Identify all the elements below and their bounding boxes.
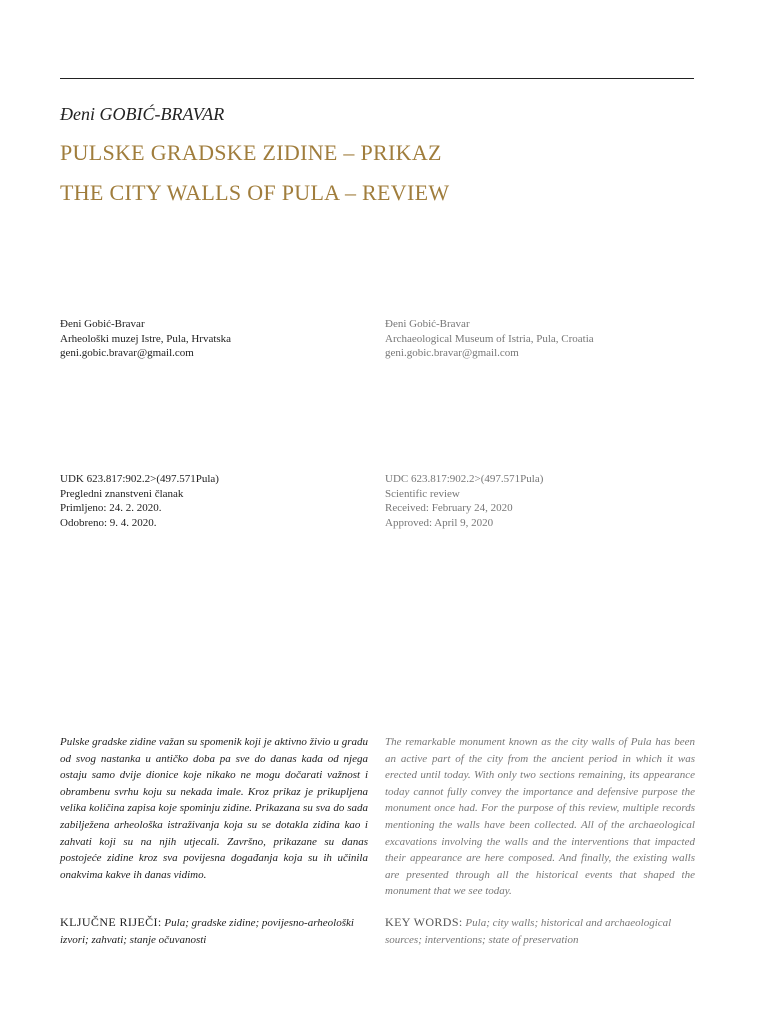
affiliation-croatian [60, 317, 368, 361]
author-name: Đeni Gobić-Bravar [385, 318, 470, 330]
received-date: Received: February 24, 2020 [385, 502, 513, 515]
keywords-text: Pula; city walls; historical and archaeological sources; interventions; state of preservation [385, 917, 672, 946]
title-english: THE CITY WALLS OF PULA – REVIEW [60, 180, 450, 205]
udc-code: UDK 623.817:902.2>(497.571Pula) [60, 473, 219, 485]
keywords-text: Pula; gradske zidine; povijesno-arheološki izvori; zahvati; stanje očuvanosti [60, 917, 354, 946]
top-rule [60, 78, 694, 79]
affiliation-english [385, 317, 695, 361]
article-type: Pregledni znanstveni članak [60, 487, 184, 500]
approved-date: Odobreno: 9. 4. 2020. [60, 516, 157, 529]
metadata-croatian [60, 472, 368, 530]
title-croatian: PULSKE GRADSKE ZIDINE – PRIKAZ [60, 140, 442, 165]
received-date: Primljeno: 24. 2. 2020. [60, 502, 162, 515]
abstract-croatian: Pulske gradske zidine važan su spomenik koji je aktivno živio u gradu od svog nastanka u antičko doba pa sve do danas kada od njega ostaju samo dvije dionice koje nikako ne mogu dočarati važnost i obrambenu svrhu koju su nekada imale. Kroz prikaz je prikupljena velika količina zapisa koje spominju zidine. Prikazana su sva do sada zabilježena arheološka istraživanja koja su se dotakla zidina kao i zahvati koji su na njih utjecali. Završno, prikazane su danas postojeće zidine kroz sva povijesna događanja koja su ih učinila onakvima kakve ih danas vidimo. [60, 736, 368, 881]
abstract-english: The remarkable monument known as the city walls of Pula has been an active part of the city from the ancient period in which it was erected until today. With only two sections remaining, its appearance today cannot fully convey the importance and defensive purpose the monument once had. For the purpose of this review, multiple records mentioning the walls have been collected. All of the archaeological excavations involving the walls and the interventions that impacted their appearance are here composed. And finally, the existing walls are presented through all the historical events that shaped the monument that we see today. [385, 736, 695, 898]
author-name: Đeni Gobić-Bravar [60, 318, 145, 330]
keywords-label: KLJUČNE RIJEČI: [60, 915, 162, 929]
approved-date: Approved: April 9, 2020 [385, 516, 494, 529]
keywords-english [385, 914, 695, 949]
keywords-label: KEY WORDS: [385, 915, 463, 929]
email: geni.gobic.bravar@gmail.com [60, 347, 194, 360]
institution: Archaeological Museum of Istria, Pula, Croatia [385, 332, 594, 345]
email: geni.gobic.bravar@gmail.com [385, 347, 519, 360]
institution: Arheološki muzej Istre, Pula, Hrvatska [60, 332, 232, 345]
metadata-english [385, 472, 695, 530]
keywords-croatian [60, 914, 368, 949]
udc-code: UDC 623.817:902.2>(497.571Pula) [385, 473, 544, 485]
author-heading: Đeni GOBIĆ-BRAVAR [60, 104, 225, 124]
article-type: Scientific review [385, 487, 460, 500]
